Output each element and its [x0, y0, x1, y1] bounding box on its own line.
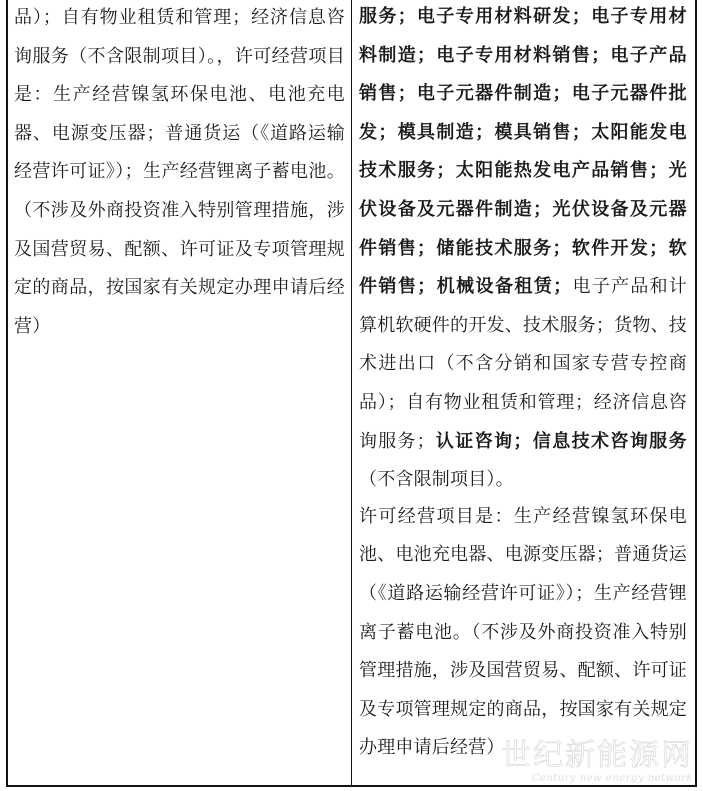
comparison-table — [6, 0, 697, 787]
bold-business-scope-1: 服务；电子专用材料研发；电子专用材料制造；电子专用材料销售；电子产品销售；电子元器件制造；电子元器件批发；模具制造；模具销售；太阳能发电技术服务；太阳能热发电产品销售；光伏设备及元器件制造；光伏设备及元器件销售；储能技术服务；软件开发；软件销售；机械设备租赁； — [359, 6, 687, 298]
left-cell-text: 品）；自有物业租赁和管理；经济信息咨询服务（不含限制项目）。，许可经营项目是：生产经营镍氢环保电池、电池充电器、电源变压器；普通货运（《道路运输经营许可证》）；生产经营锂离子蓄电池。（不涉及外商投资准入特别管理措施，涉及国营贸易、配额、许可证及专项管理规定的商品，按国家有关规定办理申请后经营） — [14, 7, 345, 337]
left-cell — [8, 0, 352, 785]
watermark-chinese: 世纪新能源网 — [501, 738, 693, 773]
regular-business-scope-2: （不含限制项目）。 — [359, 469, 514, 491]
bold-business-scope-2: 认证咨询；信息技术咨询服务 — [434, 430, 687, 452]
right-cell — [352, 0, 695, 785]
right-cell-paragraph-1 — [359, 0, 687, 500]
regular-business-scope-1: 电子产品和计算机软硬件的开发、技术服务；货物、技术进出口（不含分销和国家专营专控商品）；自有物业租赁和管理；经济信息咨询服务； — [359, 276, 688, 452]
right-cell-paragraph-2: 许可经营项目是：生产经营镍氢环保电池、电池充电器、电源变压器；普通货运（《道路运输经营许可证》）；生产经营锂离子蓄电池。（不涉及外商投资准入特别管理措施，涉及国营贸易、配额、许可证及专项管理规定的商品，按国家有关规定办理申请后经营） — [359, 505, 687, 759]
watermark-english: Century new energy network — [531, 773, 693, 784]
